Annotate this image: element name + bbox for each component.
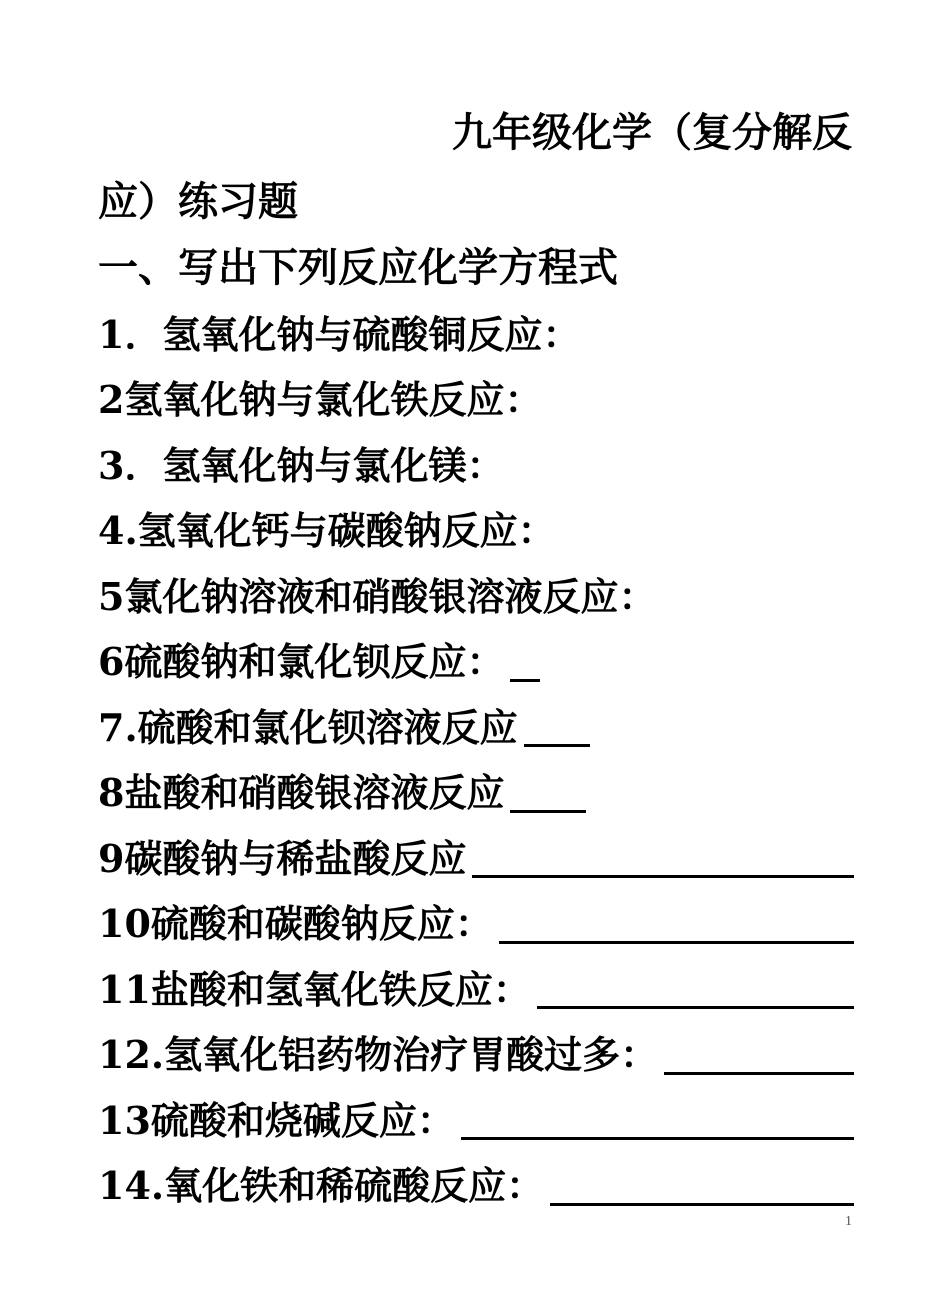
item-text: 硫酸和氯化钡溶液反应 — [137, 704, 518, 750]
item-number: 3． — [98, 442, 163, 488]
item-text: 氧化铁和稀硫酸反应： — [164, 1163, 545, 1209]
item-text: 盐酸和硝酸银溶液反应 — [124, 770, 505, 816]
exercise-item-1 — [98, 302, 854, 368]
exercise-item-11 — [98, 957, 854, 1023]
exercise-item-7 — [98, 695, 854, 761]
item-number: 6 — [98, 639, 125, 685]
answer-blank[interactable] — [537, 978, 854, 1009]
item-text: 氢氧化铝药物治疗胃酸过多： — [164, 1032, 659, 1078]
exercise-item-5 — [98, 564, 854, 630]
item-number: 10 — [98, 901, 151, 947]
answer-blank[interactable] — [510, 782, 586, 813]
item-text: 氯化钠溶液和硝酸银溶液反应： — [124, 573, 657, 619]
exercise-item-2 — [98, 368, 854, 434]
item-number: 8 — [98, 770, 125, 816]
answer-blank[interactable] — [664, 1044, 854, 1075]
item-text: 碳酸钠与稀盐酸反应 — [124, 835, 467, 881]
item-number: 2 — [98, 377, 125, 423]
item-text: 氢氧化钠与氯化镁： — [162, 442, 505, 488]
item-text: 硫酸钠和氯化钡反应： — [124, 639, 505, 685]
page-number: 1 — [845, 1214, 852, 1229]
exercise-item-10 — [98, 892, 854, 958]
exercise-item-14 — [98, 1154, 854, 1220]
item-number: 11 — [98, 966, 151, 1012]
item-number: 12. — [98, 1032, 165, 1078]
exercise-list — [98, 302, 854, 1219]
item-text: 硫酸和烧碱反应： — [150, 1097, 455, 1143]
item-text: 盐酸和氢氧化铁反应： — [150, 966, 531, 1012]
item-number: 9 — [98, 835, 125, 881]
answer-blank[interactable] — [461, 1109, 854, 1140]
exercise-item-9 — [98, 826, 854, 892]
item-text: 氢氧化钠与氯化铁反应： — [124, 377, 543, 423]
answer-blank[interactable] — [499, 913, 854, 944]
item-number: 5 — [98, 573, 125, 619]
item-text: 硫酸和碳酸钠反应： — [150, 901, 493, 947]
exercise-item-6 — [98, 630, 854, 696]
document-title-line-2: 应）练习题 — [98, 178, 298, 225]
item-number: 14. — [98, 1163, 165, 1209]
section-heading: 一、写出下列反应化学方程式 — [98, 244, 618, 291]
answer-blank[interactable] — [550, 1175, 854, 1206]
item-number: 1． — [98, 311, 163, 357]
item-number: 13 — [98, 1097, 151, 1143]
answer-blank[interactable] — [510, 651, 540, 682]
answer-blank[interactable] — [472, 847, 854, 878]
item-text: 氢氧化钙与碳酸钠反应： — [137, 508, 556, 554]
document-title-line-1: 九年级化学（复分解反 — [452, 109, 852, 156]
item-text: 氢氧化钠与硫酸铜反应： — [162, 311, 581, 357]
exercise-item-4 — [98, 499, 854, 565]
exercise-item-8 — [98, 761, 854, 827]
item-number: 7. — [98, 704, 138, 750]
item-number: 4. — [98, 508, 138, 554]
exercise-item-3 — [98, 433, 854, 499]
exercise-item-13 — [98, 1088, 854, 1154]
answer-blank[interactable] — [524, 716, 590, 747]
exercise-item-12 — [98, 1023, 854, 1089]
